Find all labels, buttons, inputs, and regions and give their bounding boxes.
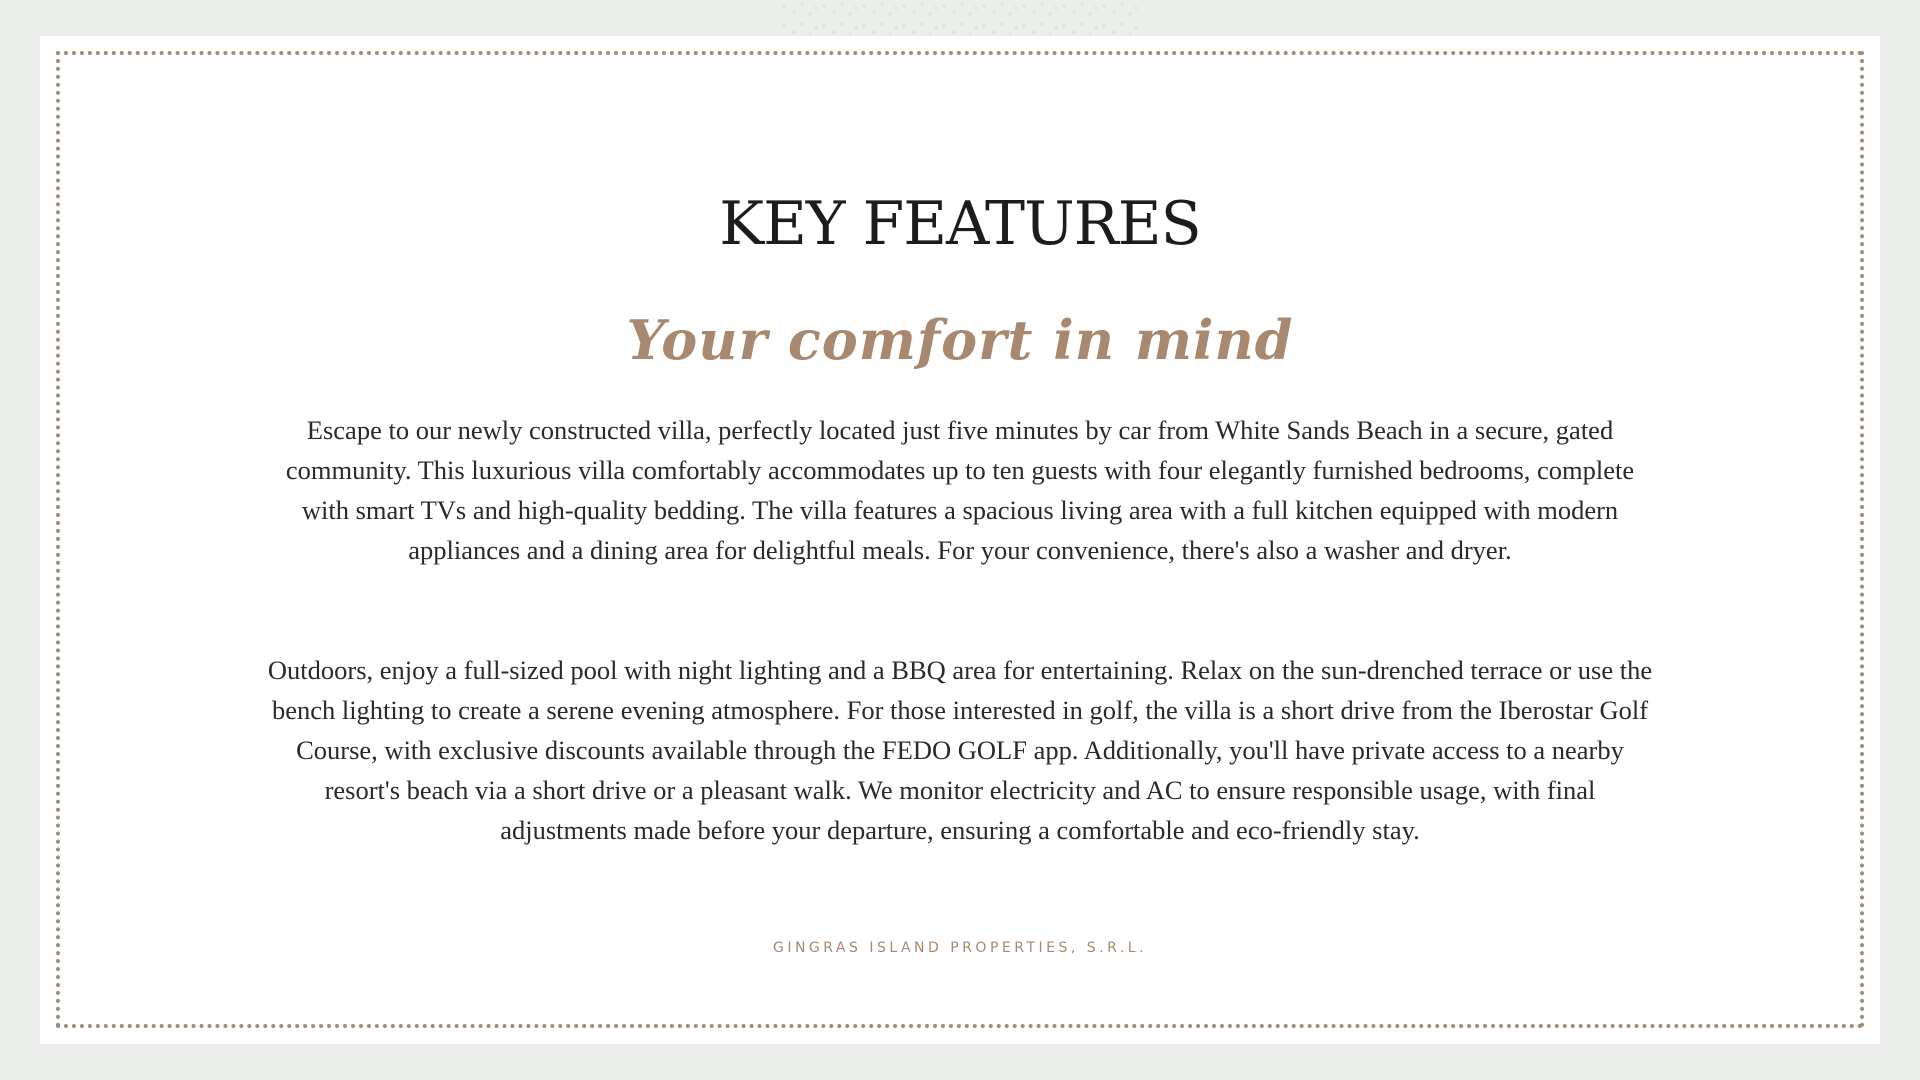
description-paragraph-1: Escape to our newly constructed villa, perfectly located just five minutes by car from White Sands Beach in a secure, gated community. This luxurious villa comfortably accommodates up to ten guests with four elegantly furnished bedrooms, complete with smart TVs and high-quality bedding. The villa features a spacious living area with a full kitchen equipped with modern appliances and a dining area for delightful meals. For your convenience, there's also a washer and dryer. <box>285 415 1635 565</box>
company-footer: GINGRAS ISLAND PROPERTIES, S.R.L. <box>772 940 1148 956</box>
content-card <box>40 36 1880 1044</box>
script-subtitle: Your comfort in mind <box>626 308 1294 372</box>
description-paragraph-2: Outdoors, enjoy a full-sized pool with night lighting and a BBQ area for entertaining. Relax on the sun-drenched terrace or use the bench lighting to create a serene evening atmosphere. For those interested in golf, the villa is a short drive from the Iberostar Golf Course, with exclusive discounts available through the FEDO GOLF app. Additionally, you'll have private access to a nearby resort's beach via a short drive or a pleasant walk. We monitor electricity and AC to ensure responsible usage, with final adjustments made before your departure, ensuring a comfortable and eco-friendly stay. <box>267 655 1653 845</box>
page-title: KEY FEATURES <box>719 189 1201 259</box>
card-content <box>40 36 1880 1044</box>
background-texture <box>780 0 1140 40</box>
